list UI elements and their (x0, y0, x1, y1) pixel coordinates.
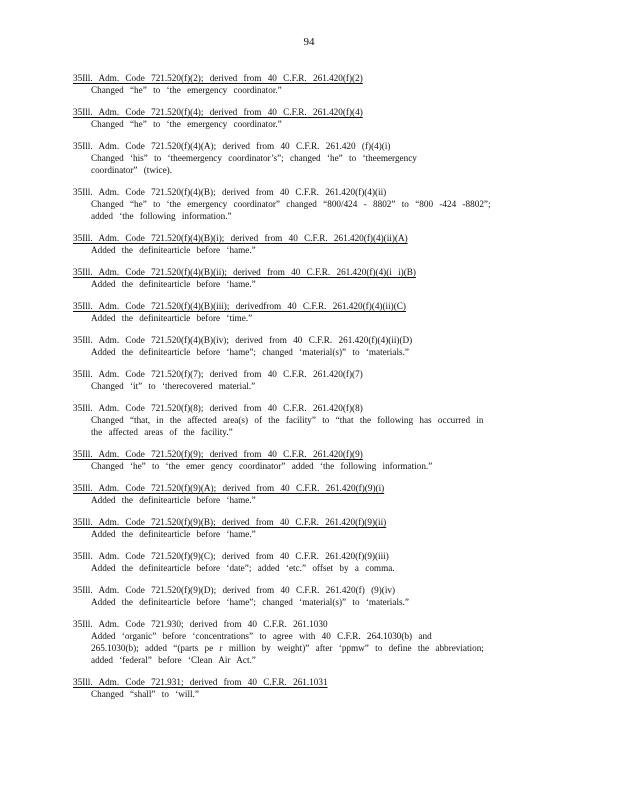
entry-heading: 35Ill. Adm. Code 721.520(f)(2); derived from 40 C.F.R. 261.420(f)(2) (73, 73, 363, 83)
entry-heading: 35Ill. Adm. Code 721.930; derived from 40 C.F.R. 261.1030 (73, 619, 328, 629)
entry-line: Added the definitearticle before ‘hame”; changed ‘material(s)” to ‘materials.” (91, 347, 409, 357)
entry-line: Changed ‘his” to ‘theemergency coordinator’s”; changed ‘he” to ‘theemergency (91, 153, 417, 163)
annotation-entry (73, 482, 543, 506)
entry-line: Changed ‘it” to ‘therecovered material.” (91, 381, 256, 391)
entry-heading: 35Ill. Adm. Code 721.520(f)(4)(B)(ii); derived from 40 C.F.R. 261.420(f)(4)(i i)(B) (73, 267, 416, 277)
entry-heading: 35Ill. Adm. Code 721.520(f)(9)(C); derived from 40 C.F.R. 261.420(f)(9)(iii) (73, 551, 389, 561)
entry-heading: 35Ill. Adm. Code 721.520(f)(4)(A); derived from 40 C.F.R. 261.420 (f)(4)(i) (73, 141, 391, 151)
annotation-entry (73, 266, 543, 290)
entry-heading: 35Ill. Adm. Code 721.520(f)(9); derived from 40 C.F.R. 261.420(f)(9) (73, 449, 363, 459)
annotation-entry (73, 72, 543, 96)
annotation-entry (73, 334, 543, 358)
annotation-entry (73, 186, 543, 222)
entry-heading: 35Ill. Adm. Code 721.520(f)(4)(B)(i); derived from 40 C.F.R. 261.420(f)(4)(ii)(A) (73, 233, 408, 243)
entry-heading: 35Ill. Adm. Code 721.520(f)(4)(B); derived from 40 C.F.R. 261.420(f)(4)(ii) (73, 187, 387, 197)
entry-line: the affected areas of the facility.” (91, 427, 233, 437)
entry-heading: 35Ill. Adm. Code 721.520(f)(9)(D); derived from 40 C.F.R. 261.420(f) (9)(iv) (73, 585, 396, 595)
entry-line: Added the definitearticle before ‘hame.” (91, 495, 256, 505)
annotation-entry (73, 448, 543, 472)
entry-line: Added the definitearticle before ‘date”; added ‘etc.” offset by a comma. (91, 563, 395, 573)
annotation-entry (73, 676, 543, 700)
entry-line: 265.1030(b); added “(parts pe r million by weight)” after ‘ppmw” to define the abbreviation; (91, 643, 484, 653)
annotation-entry (73, 402, 543, 438)
entry-line: Changed ‘he” to ‘the emer gency coordinator” added ‘the following information.” (91, 461, 433, 471)
entry-line: Added the definitearticle before ‘hame.” (91, 279, 256, 289)
entry-line: Changed “he” to ‘the emergency coordinator.” (91, 119, 282, 129)
entry-heading: 35Ill. Adm. Code 721.520(f)(8); derived from 40 C.F.R. 261.420(f)(8) (73, 403, 363, 413)
entry-line: added ‘federal” before ‘Clean Air Act.” (91, 655, 256, 665)
annotation-entry (73, 618, 543, 666)
entry-heading: 35Ill. Adm. Code 721.931; derived from 40 C.F.R. 261.1031 (73, 677, 328, 687)
entry-heading: 35Ill. Adm. Code 721.520(f)(4)(B)(iii); derivedfrom 40 C.F.R. 261.420(f)(4)(ii)(C) (73, 301, 406, 311)
entry-line: Added the definitearticle before ‘hame.” (91, 245, 256, 255)
annotation-entry (73, 106, 543, 130)
annotation-entry (73, 516, 543, 540)
entry-heading: 35Ill. Adm. Code 721.520(f)(7); derived from 40 C.F.R. 261.420(f)(7) (73, 369, 363, 379)
entry-line: Changed “he” to ‘the emergency coordinator.” (91, 85, 282, 95)
entry-line: Added the definitearticle before ‘time.” (91, 313, 253, 323)
entry-line: Changed “that, in the affected area(s) of the facility” to “that the following has occurred in (91, 415, 484, 425)
entry-line: Added ‘organic” before ‘concentrations” to agree with 40 C.F.R. 264.1030(b) and (91, 631, 432, 641)
entry-line: Changed “shall” to ‘will.” (91, 689, 199, 699)
entry-heading: 35Ill. Adm. Code 721.520(f)(4); derived from 40 C.F.R. 261.420(f)(4) (73, 107, 363, 117)
entry-heading: 35Ill. Adm. Code 721.520(f)(9)(B); derived from 40 C.F.R. 261.420(f)(9)(ii) (73, 517, 387, 527)
annotation-entry (73, 584, 543, 608)
entry-heading: 35Ill. Adm. Code 721.520(f)(4)(B)(iv); derived from 40 C.F.R. 261.420(f)(4)(ii)(D) (73, 335, 413, 345)
annotation-entry (73, 368, 543, 392)
annotation-list (73, 72, 543, 710)
annotation-entry (73, 550, 543, 574)
entry-heading: 35Ill. Adm. Code 721.520(f)(9)(A); derived from 40 C.F.R. 261.420(f)(9)(i) (73, 483, 385, 493)
entry-line: coordinator” (twice). (91, 165, 173, 175)
annotation-entry (73, 232, 543, 256)
page-number: 94 (303, 36, 315, 48)
annotation-entry (73, 140, 543, 176)
entry-line: Added the definitearticle before ‘hame”; changed ‘material(s)” to ‘materials.” (91, 597, 409, 607)
entry-line: added ‘the following information.” (91, 211, 232, 221)
entry-line: Added the definitearticle before ‘hame.” (91, 529, 256, 539)
entry-line: Changed “he” to ‘the emergency coordinator” changed “800/424 - 8802” to “800 -424 -8802”; (91, 199, 491, 209)
annotation-entry (73, 300, 543, 324)
